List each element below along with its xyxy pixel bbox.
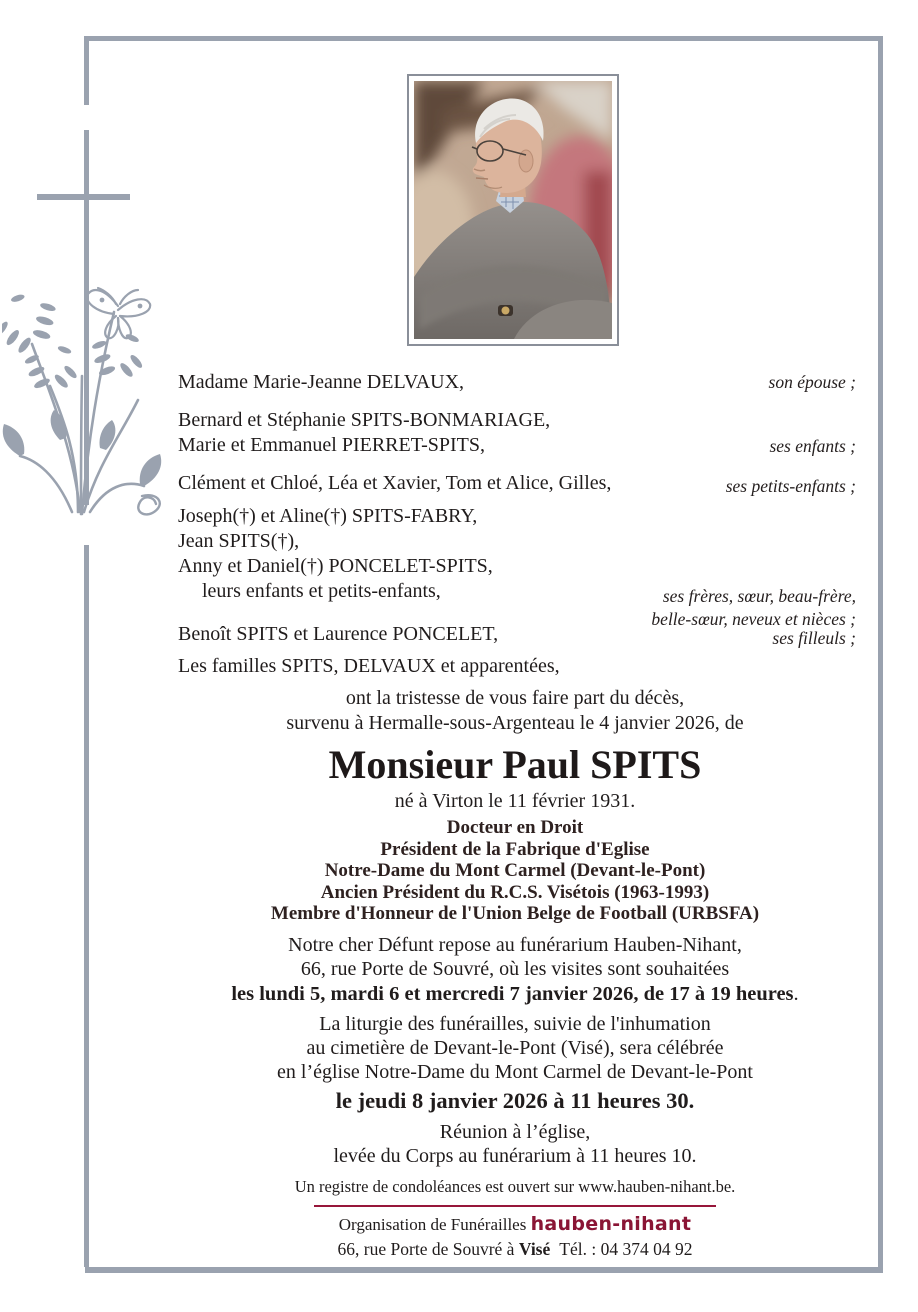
portrait-image bbox=[414, 81, 612, 339]
wheat-butterfly-decoration-icon bbox=[2, 260, 170, 528]
gathering-line: levée du Corps au funérarium à 11 heures 10. bbox=[333, 1145, 697, 1167]
relation-label: son épouse ; bbox=[768, 372, 856, 392]
announcement-line: survenu à Hermalle-sous-Argenteau le 4 janvier 2026, de bbox=[286, 712, 744, 734]
announcement-body bbox=[150, 686, 880, 1261]
honors-list bbox=[150, 817, 880, 925]
frame-left-line-segment bbox=[84, 36, 89, 105]
family-name-line: Jean SPITS(†), bbox=[178, 530, 300, 552]
relation-label: ses filleuls ; bbox=[772, 628, 856, 648]
organisation-label: Organisation de Funérailles bbox=[338, 1214, 527, 1234]
deceased-name: Monsieur Paul SPITS bbox=[328, 742, 702, 787]
relation-label: ses petits-enfants ; bbox=[725, 476, 856, 496]
family-row-spouse bbox=[178, 370, 858, 395]
frame-left-line-segment bbox=[84, 545, 89, 1267]
family-name-line: Joseph(†) et Aline(†) SPITS-FABRY, bbox=[178, 505, 478, 527]
funeral-line: au cimetière de Devant-le-Pont (Visé), sera célébrée bbox=[306, 1036, 724, 1059]
funeral-line: La liturgie des funérailles, suivie de l'inhumation bbox=[319, 1012, 711, 1035]
announcement-line: ont la tristesse de vous faire part du décès, bbox=[345, 687, 685, 709]
birth-line: né à Virton le 11 février 1931. bbox=[394, 790, 636, 812]
city-name: Visé bbox=[518, 1238, 551, 1259]
family-row-siblings bbox=[178, 504, 858, 629]
honor-line: Membre d'Honneur de l'Union Belge de Football (URBSFA) bbox=[270, 903, 760, 924]
funeral-date-line: le jeudi 8 janvier 2026 à 11 heures 30. bbox=[335, 1087, 695, 1113]
family-row-children bbox=[178, 408, 858, 458]
wake-line: 66, rue Porte de Souvré, où les visites sont souhaitées bbox=[300, 958, 730, 980]
condolence-register-line: Un registre de condoléances est ouvert sur www.hauben-nihant.be. bbox=[294, 1176, 736, 1196]
funeral-line: en l’église Notre-Dame du Mont Carmel de Devant-le-Pont bbox=[277, 1060, 753, 1083]
deceased-photo bbox=[407, 74, 619, 346]
gathering-line: Réunion à l’église, bbox=[439, 1120, 591, 1143]
family-row-godchildren bbox=[178, 622, 858, 647]
frame-bottom-line bbox=[85, 1267, 883, 1273]
family-list bbox=[178, 370, 858, 679]
relation-label: ses enfants ; bbox=[769, 436, 856, 456]
wake-dates-line: les lundi 5, mardi 6 et mercredi 7 janvier 2026, de 17 à 19 heures. bbox=[231, 982, 799, 1005]
family-name-line: Marie et Emmanuel PIERRET-SPITS, bbox=[178, 434, 486, 456]
honor-line: Notre-Dame du Mont Carmel (Devant-le-Pont) bbox=[324, 860, 706, 881]
cross-icon bbox=[37, 194, 130, 200]
phone-number: Tél. : 04 374 04 92 bbox=[559, 1238, 693, 1259]
footer-divider bbox=[314, 1205, 716, 1207]
funeral-home-logo: hauben-nihant bbox=[530, 1212, 692, 1235]
relation-label: ses frères, sœur, beau-frère, belle-sœur, neveux et nièces ; bbox=[651, 586, 856, 629]
honor-line: Ancien Président du R.C.S. Visétois (1963-1993) bbox=[320, 881, 710, 903]
wake-line: Notre cher Défunt repose au funérarium Hauben-Nihant, bbox=[288, 933, 742, 956]
honor-line: Président de la Fabrique d'Eglise bbox=[380, 838, 650, 860]
family-name-line: Madame Marie-Jeanne DELVAUX, bbox=[178, 371, 465, 393]
family-row-grandchildren bbox=[178, 471, 858, 496]
wake-section bbox=[150, 933, 880, 1007]
family-name-line: Clément et Chloé, Léa et Xavier, Tom et Alice, Gilles, bbox=[178, 472, 612, 494]
footer-address-line: 66, rue Porte de Souvré à Visé Tél. : 04 374 04 92 bbox=[337, 1238, 693, 1259]
family-name-line: Benoît SPITS et Laurence PONCELET, bbox=[178, 623, 499, 645]
frame-top-line bbox=[85, 36, 883, 41]
family-name-line: leurs enfants et petits-enfants, bbox=[202, 580, 441, 602]
funeral-section bbox=[150, 1012, 880, 1084]
footer-organisation-line bbox=[150, 1212, 880, 1237]
family-name-line: Les familles SPITS, DELVAUX et apparentées, bbox=[178, 655, 560, 677]
gathering-section bbox=[150, 1120, 880, 1169]
family-row-families bbox=[178, 654, 858, 679]
family-name-line: Anny et Daniel(†) PONCELET-SPITS, bbox=[178, 555, 493, 577]
honor-line: Docteur en Droit bbox=[446, 817, 584, 838]
family-name-line: Bernard et Stéphanie SPITS-BONMARIAGE, bbox=[178, 409, 551, 431]
